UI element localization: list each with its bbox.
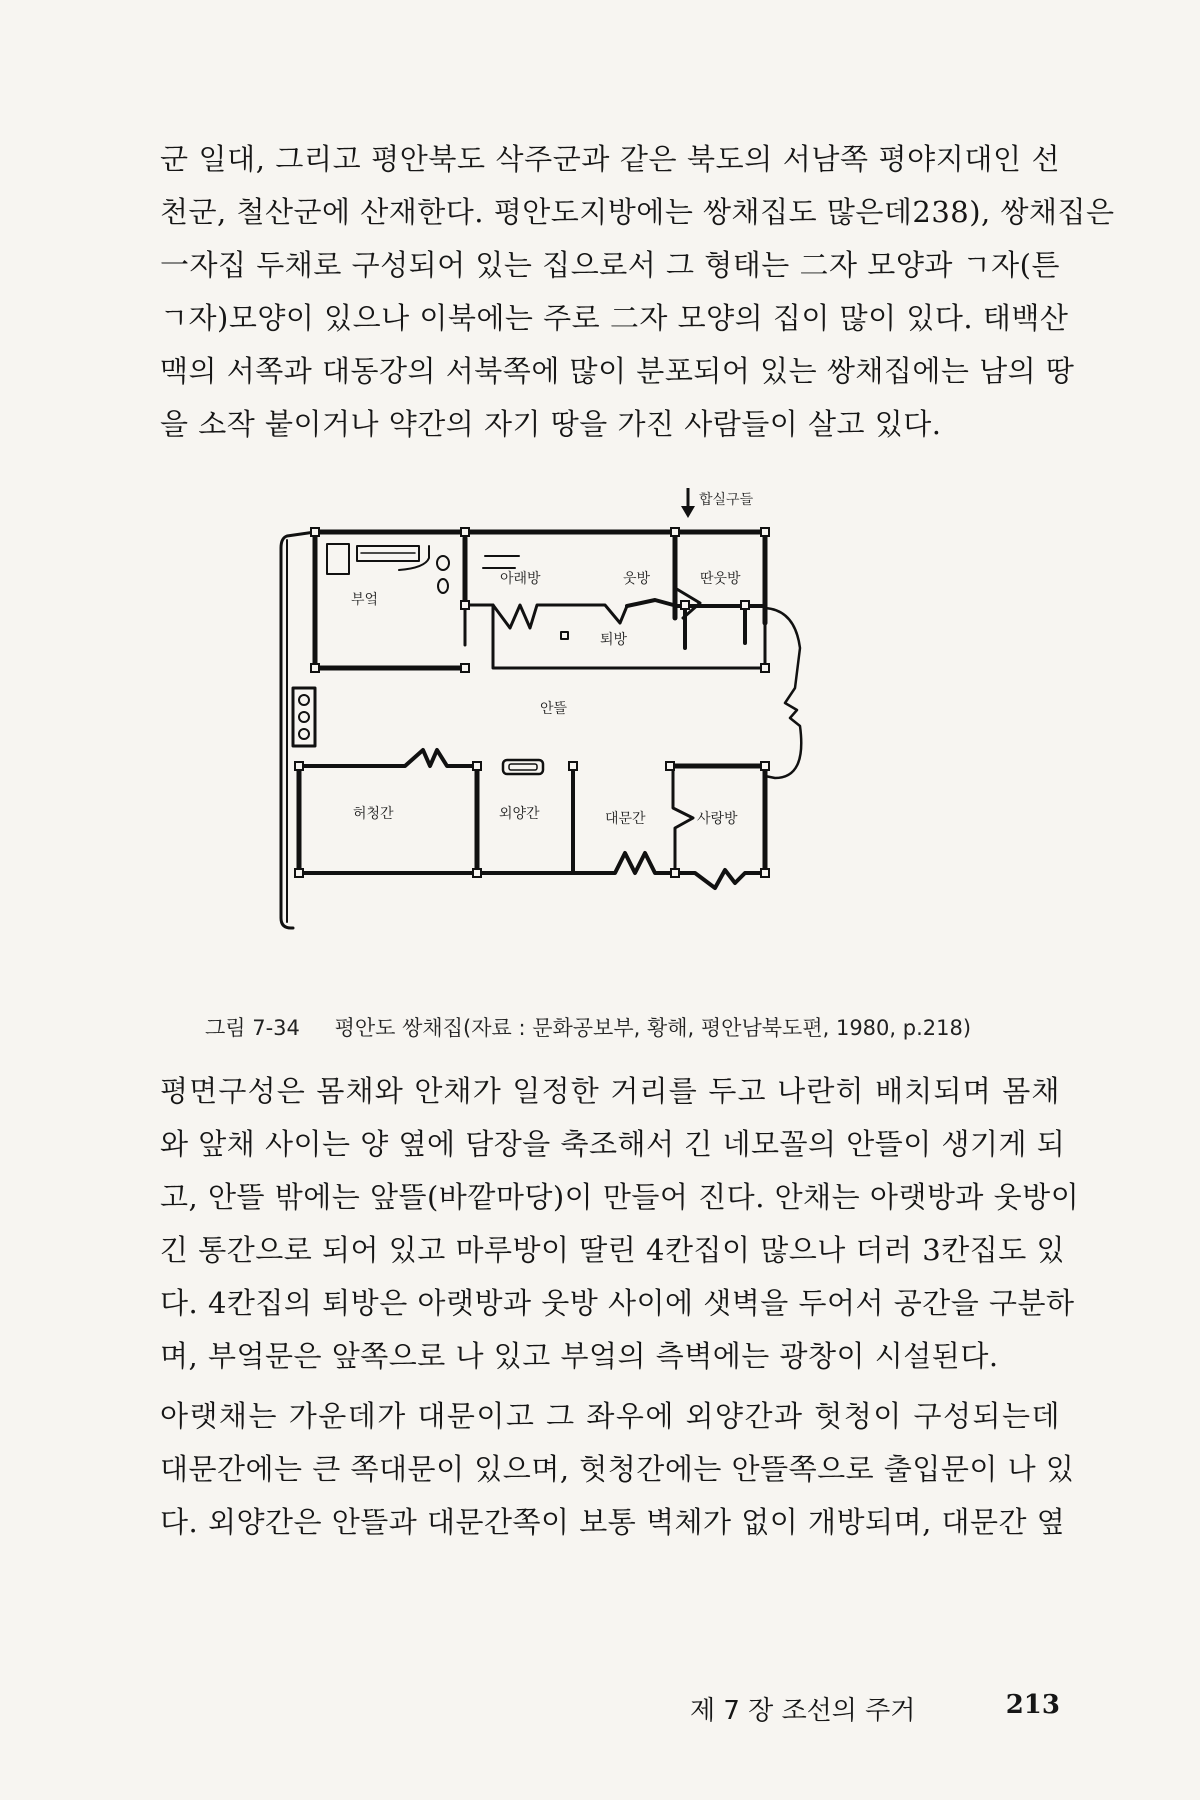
figure-caption bbox=[205, 1012, 1065, 1042]
room-label-toebang: 퇴방 bbox=[600, 632, 628, 648]
room-label-courtyard: 안뜰 bbox=[540, 701, 568, 717]
room-label-lower-room: 아래방 bbox=[500, 571, 541, 587]
room-label-storage-shed: 허청간 bbox=[353, 806, 394, 822]
room-label-separate-upper-room: 딴웃방 bbox=[700, 571, 741, 587]
room-label-upper-room: 웃방 bbox=[623, 571, 651, 587]
text-line: 다. 4칸집의 퇴방은 아랫방과 웃방 사이에 샛벽을 두어서 공간을 구분하 bbox=[160, 1286, 1075, 1320]
text-line: 평면구성은 몸채와 안채가 일정한 거리를 두고 나란히 배치되며 몸채 bbox=[160, 1074, 1061, 1108]
text-line: 을 소작 붙이거나 약간의 자기 땅을 가진 사람들이 살고 있다. bbox=[160, 407, 942, 441]
text-line: 아랫채는 가운데가 대문이고 그 좌우에 외양간과 헛청이 구성되는데 bbox=[160, 1399, 1061, 1433]
floor-plan-drawing bbox=[275, 488, 905, 1003]
paragraph-3 bbox=[160, 1390, 1075, 1549]
text-line: 맥의 서쪽과 대동강의 서북쪽에 많이 분포되어 있는 쌍채집에는 남의 땅 bbox=[160, 354, 1075, 388]
figure-caption-text: 평안도 쌍채집(자료 : 문화공보부, 황해, 평안남북도편, 1980, p.218) bbox=[334, 1016, 972, 1040]
text-line: 긴 통간으로 되어 있고 마루방이 딸린 4칸집이 많으나 더러 3칸집도 있 bbox=[160, 1233, 1065, 1267]
flue-label: 합실구들 bbox=[699, 492, 754, 508]
down-arrow-icon bbox=[681, 488, 695, 518]
text-line: 군 일대, 그리고 평안북도 삭주군과 같은 북도의 서남쪽 평야지대인 선 bbox=[160, 142, 1061, 176]
room-label-stable: 외양간 bbox=[499, 806, 540, 822]
figure-number: 그림 7-34 bbox=[205, 1016, 300, 1040]
text-line: 고, 안뜰 밖에는 앞뜰(바깥마당)이 만들어 진다. 안채는 아랫방과 웃방이 bbox=[160, 1180, 1080, 1214]
room-label-gate-room: 대문간 bbox=[605, 811, 646, 827]
paragraph-2 bbox=[160, 1065, 1080, 1383]
page-number: 213 bbox=[1005, 1690, 1060, 1720]
text-line: 一자집 두채로 구성되어 있는 집으로서 그 형태는 二자 모양과 ㄱ자(튼 bbox=[160, 248, 1060, 282]
chapter-title: 제 7 장 조선의 주거 bbox=[690, 1696, 916, 1726]
floor-plan-figure bbox=[275, 488, 905, 1003]
text-line: 며, 부엌문은 앞쪽으로 나 있고 부엌의 측벽에는 광창이 시설된다. bbox=[160, 1339, 999, 1373]
room-label-guest-room: 사랑방 bbox=[697, 811, 738, 827]
text-line: ㄱ자)모양이 있으나 이북에는 주로 二자 모양의 집이 많이 있다. 태백산 bbox=[160, 301, 1069, 335]
text-line: 와 앞채 사이는 양 옆에 담장을 축조해서 긴 네모꼴의 안뜰이 생기게 되 bbox=[160, 1127, 1066, 1161]
paragraph-1 bbox=[160, 133, 1115, 451]
text-line: 천군, 철산군에 산재한다. 평안도지방에는 쌍채집도 많은데238), 쌍채집은 bbox=[160, 195, 1115, 229]
text-line: 다. 외양간은 안뜰과 대문간쪽이 보통 벽체가 없이 개방되며, 대문간 옆 bbox=[160, 1505, 1066, 1539]
text-line: 대문간에는 큰 쪽대문이 있으며, 헛청간에는 안뜰쪽으로 출입문이 나 있 bbox=[160, 1452, 1075, 1486]
page-footer bbox=[690, 1690, 1060, 1727]
room-label-kitchen: 부엌 bbox=[351, 592, 379, 608]
